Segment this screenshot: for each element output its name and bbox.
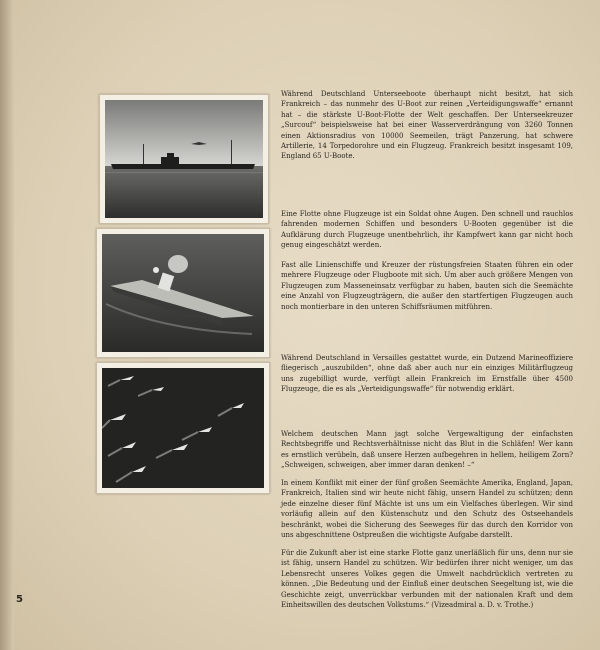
photo-submarine bbox=[99, 94, 269, 224]
page-number: 5 bbox=[16, 594, 23, 605]
page-fold-shadow bbox=[0, 0, 14, 650]
paragraph-future-fleet: Für die Zukunft aber ist eine starke Flotte ganz unerläßlich für uns, denn nur sie ist fähig, unsern Handel zu schützen. Wir bedürfen ihrer nicht weniger, um das Lebensrecht unseres Volkes gegen die Umwelt nachdrücklich vertreten zu können. „Die Bedeutung und der Einfluß einer deutschen Seegeltung ist, wie die Geschichte zeigt, unverrückbar verbunden mit der nationalen Kraft und dem Einheitswillen des deutschen Volkstums.“ (Vizeadmiral a. D. v. Trothe.) bbox=[281, 549, 573, 610]
paragraph-carriers: Fast alle Linienschiffe und Kreuzer der rüstungsfreien Staaten führen ein oder mehrere Flugzeuge oder Flugboote mit sich. Um aber auch größere Mengen von Flugzeugen zum Masseneinsatz verfügbar zu haben, bauten sich die Seemächte eine Anzahl von Flugzeugträgern, die außer den startfertigen Flugzeugen auch noch montierbare in den unteren Schiffsräumen mitführen. bbox=[281, 261, 573, 311]
paragraph-fleet-aircraft: Eine Flotte ohne Flugzeuge ist ein Soldat ohne Augen. Den schnell und rauchlos fahrenden modernen Schiffen und besonders U-Booten gegenüber ist die Aufklärung durch Flugzeuge unentbehrlich, ihr Kampfwert kann gar nicht hoch genug eingeschätzt werden. bbox=[281, 210, 573, 250]
paragraph-versailles: Während Deutschland in Versailles gestattet wurde, ein Dutzend Marineoffiziere fliegerisch „auszubilden“, ohne daß aber auch nur ein einziges Militärflugzeug uns zugebilligt wurde, verfügt allein Frankreich im Ernstfalle über 4500 Flugzeuge, die es als „Verteidigungswaffe“ für notwendig erklärt. bbox=[281, 354, 573, 394]
photo-torpedo-boats bbox=[96, 362, 270, 494]
photo-aircraft-carrier bbox=[96, 228, 270, 358]
paragraph-outrage: Welchem deutschen Mann jagt solche Vergewaltigung der einfachsten Rechtsbegriffe und Rechtsverhältnisse nicht das Blut in die Schläfen! Wer kann es ernstlich verübeln, daß unsere Herzen aufbegehren in hellem, heiligem Zorn? „Schweigen, schweigen, aber immer daran denken! –“ bbox=[281, 430, 573, 470]
paragraph-sea-powers: In einem Konflikt mit einer der fünf großen Seemächte Amerika, England, Japan, Frankreich, Italien sind wir heute nicht fähig, unsern Handel zu schützen; denn jede einzelne dieser fünf Mächte ist uns um ein Vielfaches überlegen. Wir sind vorläufig allein auf den Küstenschutz und den Schutz des Ostseehandels beschränkt, wobei die Sicherung des Seeweges für das durch den Korridor von uns abgeschnittene Ostpreußen die wichtigste Aufgabe darstellt. bbox=[281, 479, 573, 540]
paragraph-submarines: Während Deutschland Unterseeboote überhaupt nicht besitzt, hat sich Frankreich – das nunmehr des U-Boot zur reinen „Verteidigungswaffe“ ernannt hat – die stärkste U-Boot-Flotte der Welt geschaffen. Der Unterseekreuzer „Surcouf“ beispielsweise hat bei einer Wasserverdrängung von 3260 Tonnen einen Aktionsradius von 10000 Seemeilen, trägt Panzerung, hat schwere Artillerie, 14 Torpedorohre und ein Flugzeug. Frankreich besitzt insgesamt 109, England 65 U-Boote. bbox=[281, 90, 573, 161]
